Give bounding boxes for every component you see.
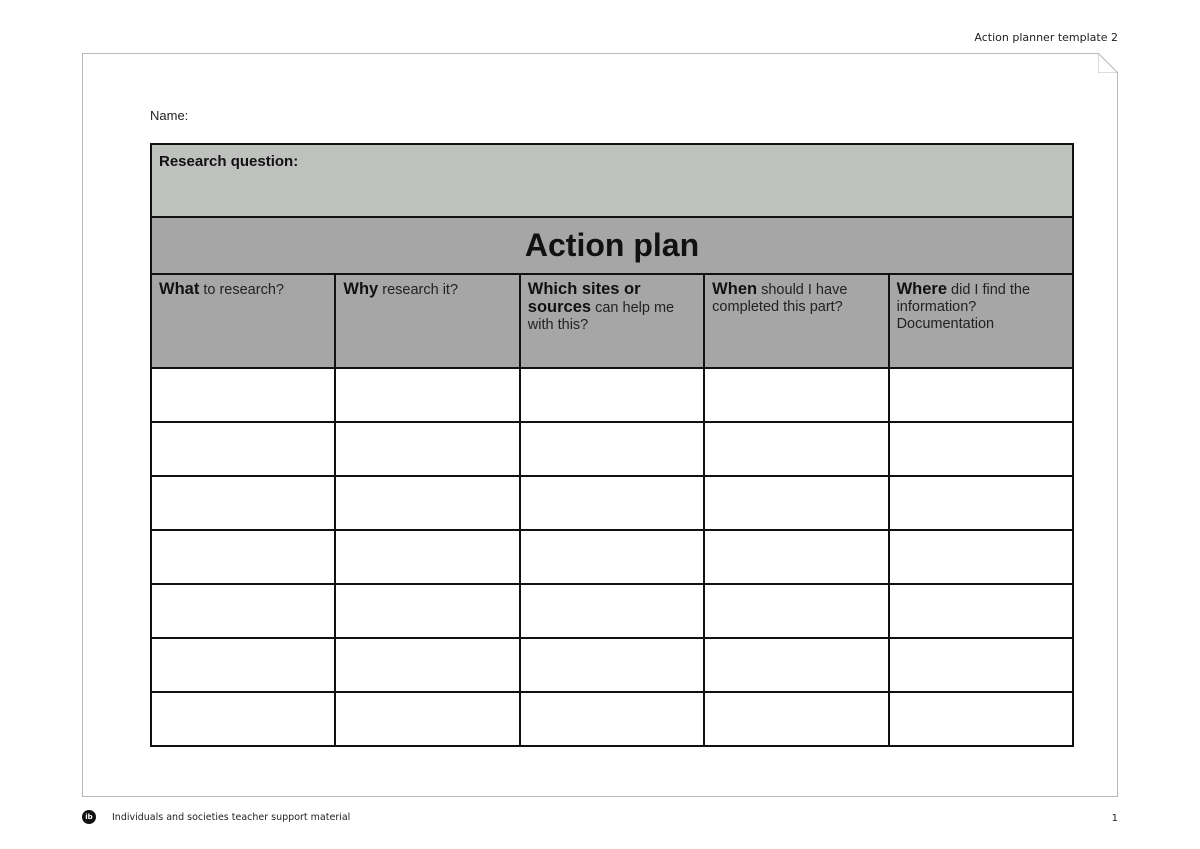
column-header-bold: When [712,280,758,298]
research-question-row [151,144,1073,217]
table-cell[interactable] [151,422,335,476]
column-header-bold: Which sites or sources [527,280,641,316]
column-header-rest: research it? [378,282,459,298]
column-header-bold: Where [896,280,947,298]
name-label: Name: [150,108,189,123]
table-cell[interactable] [704,476,888,530]
column-header-rest: should I have completed this part? [712,282,848,315]
page-number: 1 [1111,813,1118,824]
table-cell[interactable] [151,584,335,638]
column-header-why [335,274,519,368]
table-row [151,584,1073,638]
table-cell[interactable] [704,422,888,476]
table-cell[interactable] [335,530,519,584]
table-row [151,368,1073,422]
table-cell[interactable] [889,422,1073,476]
table-cell[interactable] [151,476,335,530]
table-cell[interactable] [704,530,888,584]
column-header-what [151,274,335,368]
footer-text: Individuals and societies teacher support material [112,811,351,823]
table-cell[interactable] [335,476,519,530]
table-row [151,476,1073,530]
table-row [151,422,1073,476]
table-cell[interactable] [889,530,1073,584]
column-header-row [151,274,1073,368]
column-header-where [889,274,1073,368]
table-cell[interactable] [335,692,519,746]
table-cell[interactable] [520,638,704,692]
table-cell[interactable] [151,530,335,584]
document-header-title: Action planner template 2 [974,31,1118,44]
table-cell[interactable] [889,638,1073,692]
table-cell[interactable] [520,692,704,746]
table-cell[interactable] [520,422,704,476]
column-header-bold: What [159,280,200,298]
table-row [151,692,1073,746]
action-plan-table [150,143,1074,747]
table-cell[interactable] [335,422,519,476]
table-cell[interactable] [704,368,888,422]
column-header-when [704,274,888,368]
table-cell[interactable] [889,584,1073,638]
action-plan-title-row [151,217,1073,274]
column-header-rest: can help me with this? [527,300,675,333]
table-cell[interactable] [151,368,335,422]
footer [82,810,350,824]
page-corner-fold-icon [1098,53,1118,73]
table-cell[interactable] [335,584,519,638]
table-cell[interactable] [335,368,519,422]
ib-logo-icon: ib [82,810,96,824]
table-cell[interactable] [889,476,1073,530]
table-cell[interactable] [520,530,704,584]
table-cell[interactable] [520,476,704,530]
table-cell[interactable] [704,638,888,692]
table-cell[interactable] [151,638,335,692]
column-header-bold: Why [343,280,379,298]
column-header-rest: to research? [199,282,284,298]
table-row [151,638,1073,692]
table-cell[interactable] [889,368,1073,422]
column-header-rest: did I find the information? Documentation [896,282,1031,332]
table-cell[interactable] [520,584,704,638]
research-question-label: Research question: [159,153,299,170]
table-row [151,530,1073,584]
table-cell[interactable] [151,692,335,746]
action-plan-title: Action plan [151,217,1073,274]
table-cell[interactable] [520,368,704,422]
column-header-which [520,274,704,368]
table-cell[interactable] [704,584,888,638]
table-cell[interactable] [335,638,519,692]
research-question-cell[interactable] [151,144,1073,217]
table-cell[interactable] [704,692,888,746]
table-cell[interactable] [889,692,1073,746]
